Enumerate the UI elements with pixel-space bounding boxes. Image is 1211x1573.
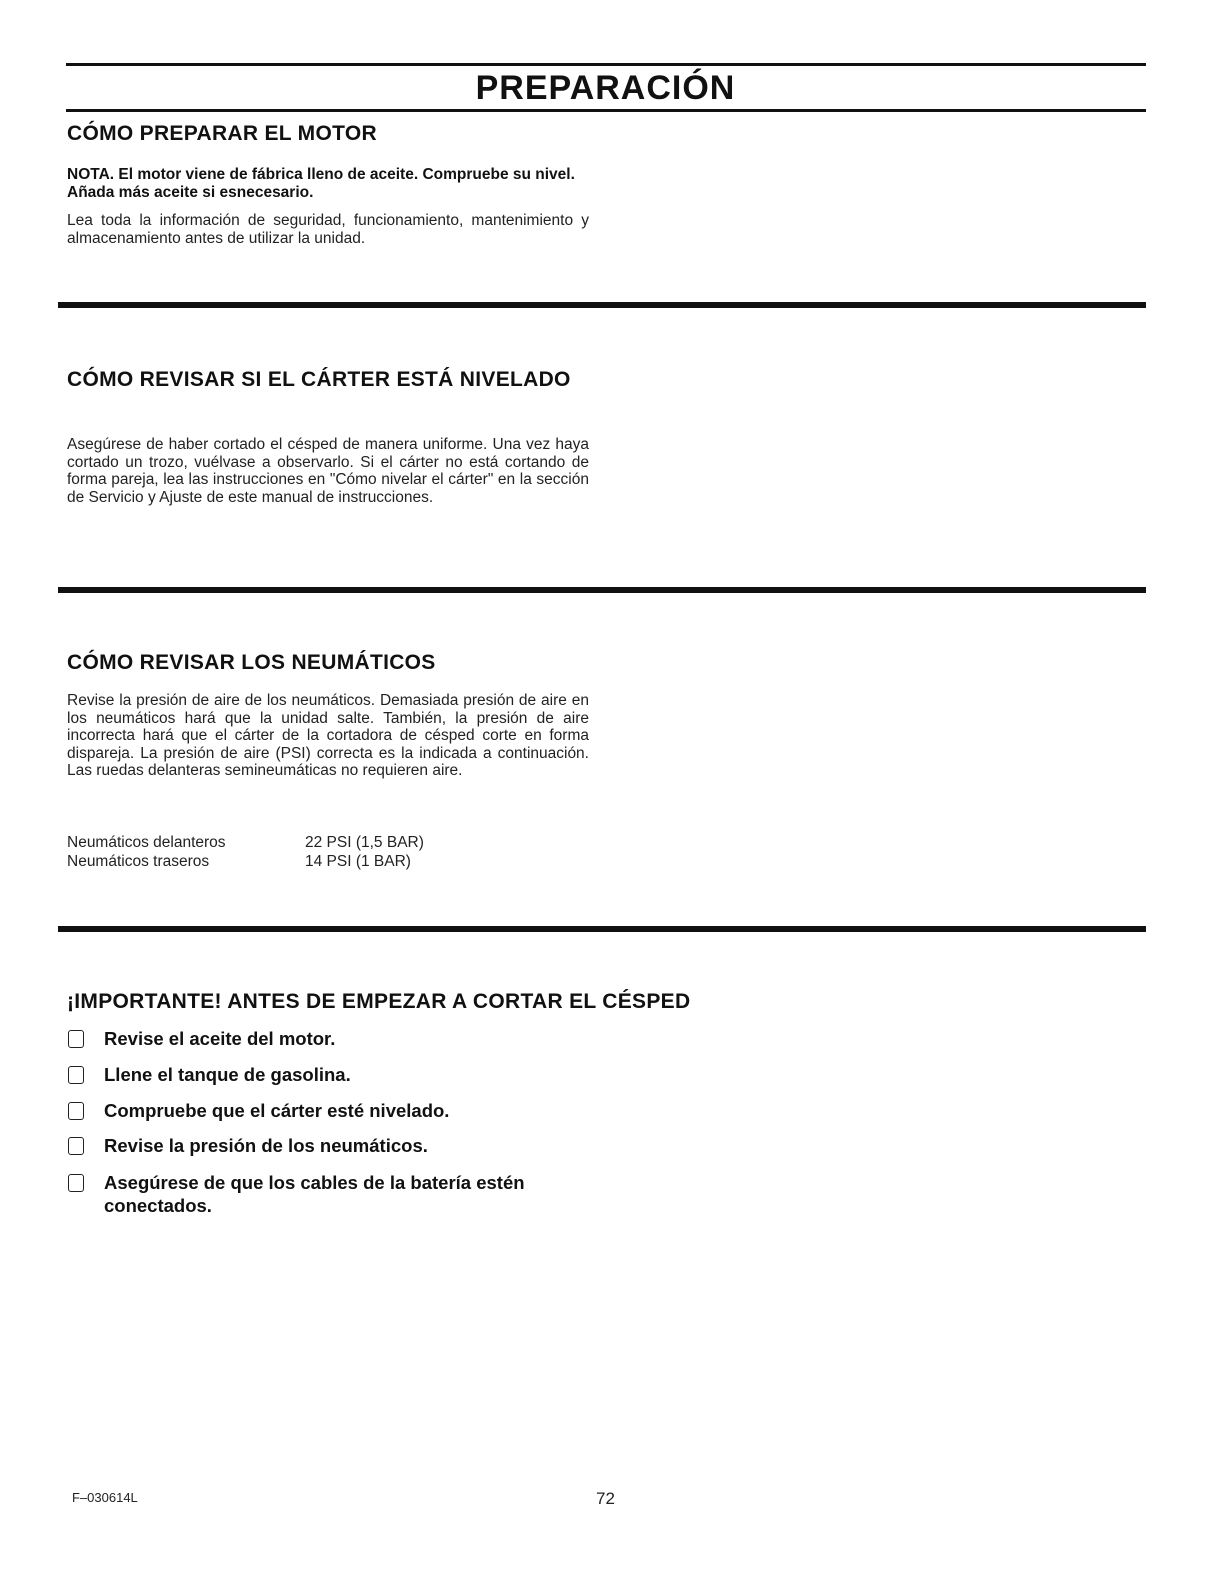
neumaticos-body: Revise la presión de aire de los neumáticos. Demasiada presión de aire en los neumáticos hará que la unidad salte. También, la presión de aire incorrecta hará que el cárter de la cortadora de césped corte en forma dispareja. La presión de aire (PSI) correcta es la indicada a continuación. Las ruedas delanteras semineumáticas no requieren aire. [67,692,589,779]
checklist-item [68,1027,628,1050]
page-number: 72 [596,1489,615,1508]
checklist-item-label: Llene el tanque de gasolina. [104,1064,351,1085]
section-heading-neumaticos: CÓMO REVISAR LOS NEUMÁTICOS [67,651,436,674]
checklist-item-label: Revise el aceite del motor. [104,1028,336,1049]
document-code: F–030614L [72,1490,138,1505]
motor-body: Lea toda la información de seguridad, funcionamiento, mantenimiento y almacenamiento antes de utilizar la unidad. [67,212,589,247]
checklist-item [68,1063,628,1086]
carter-body: Asegúrese de haber cortado el césped de manera uniforme. Una vez haya cortado un trozo, vuélvase a observarlo. Si el cárter no está cortando de forma pareja, lea las instrucciones en "Cómo nivelar el cárter" en la sección de Servicio y Ajuste de este manual de instrucciones. [67,436,589,506]
motor-note: NOTA. El motor viene de fábrica lleno de aceite. Compruebe su nivel. Añada más aceite si esnecesario. [67,166,575,201]
checklist-item [68,1134,628,1157]
title-rule-top [66,63,1146,66]
checklist-item-label: Compruebe que el cárter esté nivelado. [104,1100,450,1121]
section-heading-motor: CÓMO PREPARAR EL MOTOR [67,122,377,145]
section-divider [58,587,1146,593]
title-rule-bottom [66,109,1146,112]
section-divider [58,302,1146,308]
checklist-item-label: Revise la presión de los neumáticos. [104,1135,428,1156]
spec-value: 14 PSI (1 BAR) [305,853,411,870]
spec-label: Neumáticos delanteros [67,834,226,851]
spec-value: 22 PSI (1,5 BAR) [305,834,424,851]
section-heading-carter: CÓMO REVISAR SI EL CÁRTER ESTÁ NIVELADO [67,368,571,391]
checkbox-icon[interactable] [68,1102,84,1120]
checkbox-icon[interactable] [68,1137,84,1155]
section-heading-importante: ¡IMPORTANTE! ANTES DE EMPEZAR A CORTAR EL CÉSPED [67,990,691,1013]
spec-label: Neumáticos traseros [67,853,210,870]
spec-row-delanteros [67,834,424,852]
checkbox-icon[interactable] [68,1066,84,1084]
checklist-item [68,1099,628,1122]
section-divider [58,926,1146,932]
checklist-item-label: Asegúrese de que los cables de la batería estén conectados. [104,1172,525,1216]
checkbox-icon[interactable] [68,1174,84,1192]
page-title: PREPARACIÓN [475,69,736,107]
checkbox-icon[interactable] [68,1030,84,1048]
checklist-item [68,1171,608,1217]
spec-row-traseros [67,853,411,871]
